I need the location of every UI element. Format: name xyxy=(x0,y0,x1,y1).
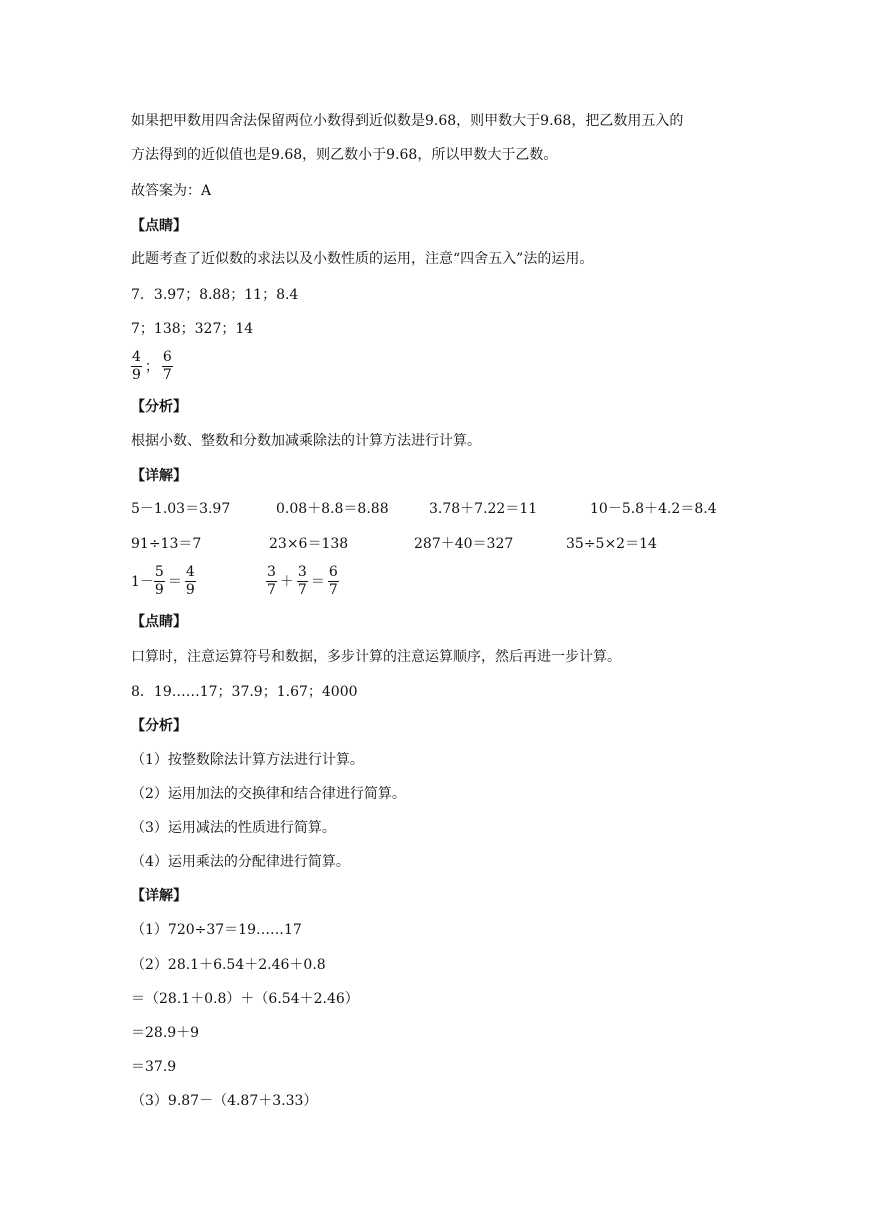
numerator: 3 xyxy=(267,563,276,580)
fraction xyxy=(297,564,308,599)
intro-line-2: 方法得到的近似值也是9.68，则乙数小于9.68，所以甲数大于乙数。 xyxy=(131,147,558,163)
q8-step: （3）9.87－（4.87＋3.33） xyxy=(131,1093,318,1109)
equation: 0.08＋8.8＝8.88 xyxy=(276,501,389,517)
fraction xyxy=(154,564,165,599)
equals-sign: ＝ xyxy=(167,574,182,590)
q8-step: ＝28.9＋9 xyxy=(131,1025,200,1041)
fraction xyxy=(162,349,173,384)
plus-sign: ＋ xyxy=(279,574,294,590)
q8-fenxi-item: （4）运用乘法的分配律进行简算。 xyxy=(131,854,350,870)
q7-dianjing-heading: 【点睛】 xyxy=(131,614,187,630)
equation: 287＋40＝327 xyxy=(414,536,514,552)
numerator: 5 xyxy=(154,563,164,580)
numerator: 6 xyxy=(162,348,172,365)
q8-step: ＝37.9 xyxy=(131,1059,177,1075)
q7-xiangjie-heading: 【详解】 xyxy=(131,468,187,484)
q8-step: （1）720÷37＝19……17 xyxy=(131,922,302,938)
fraction xyxy=(266,564,277,599)
q7-answer-line-1: 7．3.97；8.88；11；8.4 xyxy=(131,287,299,303)
equation: 91÷13＝7 xyxy=(131,536,202,552)
numerator: 3 xyxy=(297,563,307,580)
q8-fenxi-item: （1）按整数除法计算方法进行计算。 xyxy=(131,752,364,768)
numerator: 4 xyxy=(132,348,141,365)
intro-line-1: 如果把甲数用四舍法保留两位小数得到近似数是9.68，则甲数大于9.68，把乙数用五入的 xyxy=(131,113,684,129)
answer-line: 故答案为：A xyxy=(131,183,212,199)
q8-fenxi-heading: 【分析】 xyxy=(131,718,187,734)
denominator: 7 xyxy=(162,366,172,383)
q8-fenxi-item: （3）运用减法的性质进行简算。 xyxy=(131,820,336,836)
equals-sign: ＝ xyxy=(310,574,325,590)
denominator: 9 xyxy=(132,366,141,383)
equation: 10－5.8＋4.2＝8.4 xyxy=(590,501,717,517)
fraction xyxy=(131,349,142,384)
denominator: 7 xyxy=(267,581,276,598)
numerator: 6 xyxy=(328,563,338,580)
q7-equation-row-2 xyxy=(131,535,751,553)
equation: 23×6＝138 xyxy=(269,536,349,552)
q8-step: （2）28.1＋6.54＋2.46＋0.8 xyxy=(131,957,326,973)
q7-fraction-equation-1 xyxy=(131,560,196,602)
q7-answer-line-2: 7；138；327；14 xyxy=(131,321,254,337)
q8-fenxi-item: （2）运用加法的交换律和结合律进行简算。 xyxy=(131,786,406,802)
q8-xiangjie-heading: 【详解】 xyxy=(131,888,187,904)
fraction xyxy=(328,564,339,599)
equation: 35÷5×2＝14 xyxy=(566,536,657,552)
separator: ； xyxy=(144,359,159,375)
numerator: 4 xyxy=(185,563,195,580)
q7-dianjing-text: 口算时，注意运算符号和数据，多步计算的注意运算顺序，然后再进一步计算。 xyxy=(131,649,621,665)
q7-equation-row-1 xyxy=(131,500,751,518)
denominator: 9 xyxy=(154,581,164,598)
lead-term: 1－ xyxy=(131,574,154,590)
q7-fraction-answers xyxy=(131,345,173,387)
denominator: 7 xyxy=(328,581,338,598)
q8-answer-line: 8．19……17；37.9；1.67；4000 xyxy=(131,684,358,700)
denominator: 7 xyxy=(297,581,307,598)
denominator: 9 xyxy=(185,581,195,598)
q6-dianjing-heading: 【点睛】 xyxy=(131,218,187,234)
q7-fenxi-text: 根据小数、整数和分数加减乘除法的计算方法进行计算。 xyxy=(131,433,481,449)
fraction xyxy=(185,564,196,599)
q7-fraction-equation-2 xyxy=(266,560,339,602)
equation: 5－1.03＝3.97 xyxy=(131,501,231,517)
q8-step: ＝（28.1＋0.8）＋（6.54＋2.46） xyxy=(131,991,359,1007)
equation: 3.78＋7.22＝11 xyxy=(429,501,538,517)
q7-fenxi-heading: 【分析】 xyxy=(131,399,187,415)
q6-dianjing-text: 此题考查了近似数的求法以及小数性质的运用，注意“四舍五入”法的运用。 xyxy=(131,251,594,267)
